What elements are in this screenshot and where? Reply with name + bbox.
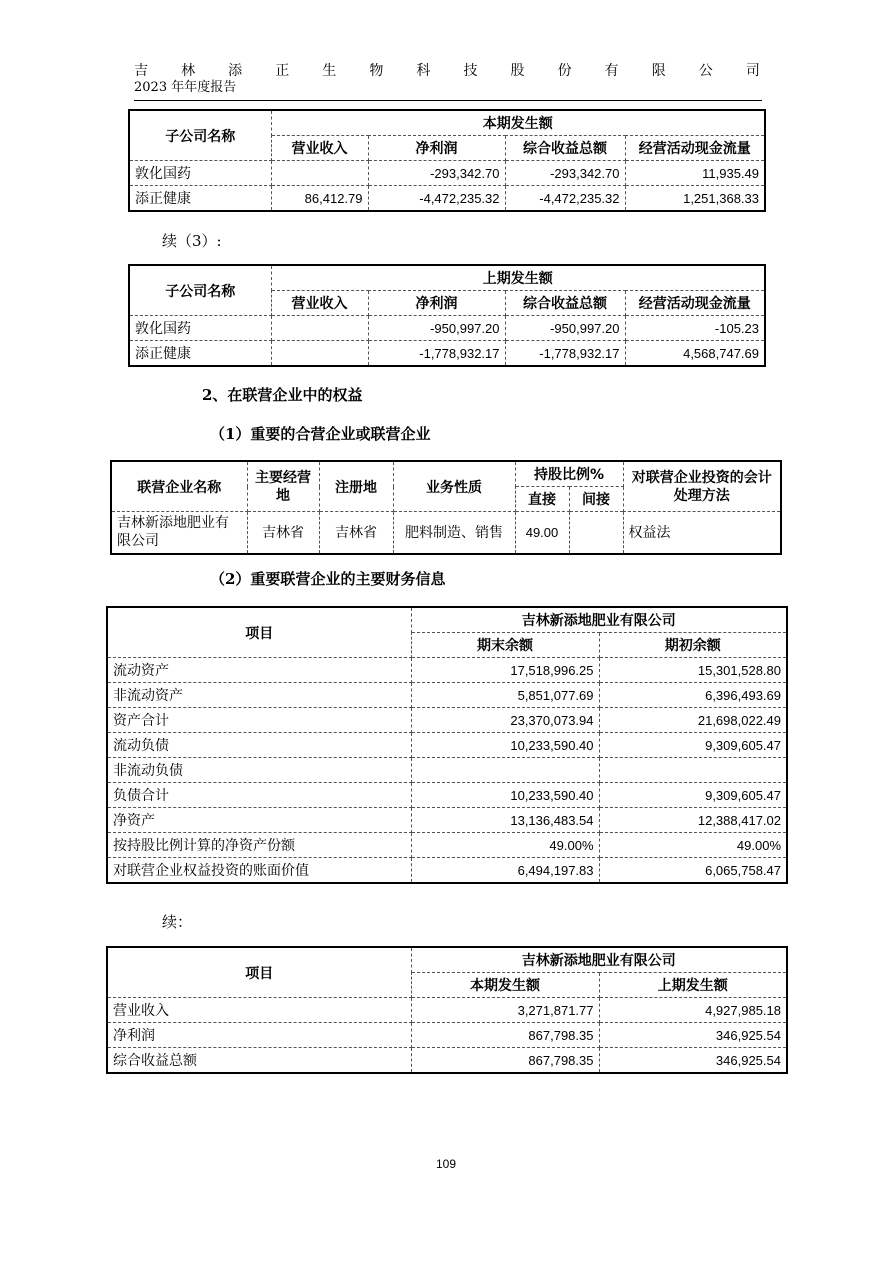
cell [271,161,368,186]
table-row [107,1048,787,1074]
col-header: 本期发生额 [411,973,599,998]
company-char: 正 [275,63,290,79]
row-label: 综合收益总额 [107,1048,411,1074]
row-label: 添正健康 [129,341,271,367]
company-char: 物 [369,63,384,79]
table-row [107,708,787,733]
col-header-group: 本期发生额 [271,110,765,136]
cell: 9,309,605.47 [599,733,787,758]
row-label: 敦化国药 [129,316,271,341]
cell [271,341,368,367]
cell: 49.00 [515,512,569,554]
cell: 6,396,493.69 [599,683,787,708]
col-header: 上期发生额 [599,973,787,998]
cell: 1,251,368.33 [625,186,765,212]
cell: 10,233,590.40 [411,783,599,808]
row-label: 营业收入 [107,998,411,1023]
cell: -1,778,932.17 [368,341,505,367]
company-char: 份 [557,63,572,79]
col-header: 营业收入 [271,136,368,161]
col-header-indirect: 间接 [569,487,623,512]
row-label: 资产合计 [107,708,411,733]
cell: 867,798.35 [411,1048,599,1074]
col-header: 期末余额 [411,633,599,658]
company-char: 有 [604,63,619,79]
col-header-direct: 直接 [515,487,569,512]
section-heading: 2、在联营企业中的权益 [202,386,363,404]
company-char: 科 [416,63,431,79]
report-year: 2023 年年度报告 [134,80,237,95]
row-label: 净利润 [107,1023,411,1048]
col-header: 经营活动现金流量 [625,291,765,316]
row-label: 负债合计 [107,783,411,808]
cell: 3,271,871.77 [411,998,599,1023]
company-char: 技 [463,63,478,79]
cell: 49.00% [599,833,787,858]
company-char: 生 [322,63,337,79]
cell: 21,698,022.49 [599,708,787,733]
row-label: 非流动负债 [107,758,411,783]
table-row [129,186,765,212]
cell: 346,925.54 [599,1048,787,1074]
col-header-company: 吉林新添地肥业有限公司 [411,607,787,633]
row-label: 非流动资产 [107,683,411,708]
table-row [107,998,787,1023]
col-header-item: 项目 [107,947,411,998]
table-row [107,733,787,758]
col-header: 净利润 [368,291,505,316]
cell: 13,136,483.54 [411,808,599,833]
table-row [107,833,787,858]
associate-income-table [106,946,788,1074]
table-row [107,1023,787,1048]
col-header-subsidiary: 子公司名称 [129,110,271,161]
table-row [107,683,787,708]
subsidiary-prior-table [128,264,766,367]
col-header-registered: 注册地 [319,461,393,512]
cell: 10,233,590.40 [411,733,599,758]
company-char: 限 [651,63,666,79]
company-char: 林 [181,63,196,79]
cell: -4,472,235.32 [505,186,625,212]
company-char: 吉 [134,63,148,79]
cell: 15,301,528.80 [599,658,787,683]
company-char: 司 [745,63,760,79]
cell: 867,798.35 [411,1023,599,1048]
row-label: 对联营企业权益投资的账面价值 [107,858,411,884]
company-char: 股 [510,63,525,79]
cell: -1,778,932.17 [505,341,625,367]
cell: 5,851,077.69 [411,683,599,708]
cell: 12,388,417.02 [599,808,787,833]
cell: 346,925.54 [599,1023,787,1048]
cell: -293,342.70 [505,161,625,186]
row-label: 净资产 [107,808,411,833]
col-header: 期初余额 [599,633,787,658]
table-row [107,808,787,833]
cell: -950,997.20 [368,316,505,341]
col-header: 营业收入 [271,291,368,316]
row-label: 流动资产 [107,658,411,683]
col-header: 综合收益总额 [505,291,625,316]
cell: 17,518,996.25 [411,658,599,683]
associate-info-table [110,460,782,555]
cell: -4,472,235.32 [368,186,505,212]
cell: -950,997.20 [505,316,625,341]
cell: -293,342.70 [368,161,505,186]
company-char: 公 [698,63,713,79]
col-header-place: 主要经营地 [247,461,319,512]
cell: 4,927,985.18 [599,998,787,1023]
table-row [129,161,765,186]
col-header-associate: 联营企业名称 [111,461,247,512]
company-name [134,62,760,80]
table-row [107,658,787,683]
row-label: 敦化国药 [129,161,271,186]
cell: 肥料制造、销售 [393,512,515,554]
col-header-item: 项目 [107,607,411,658]
cell: 4,568,747.69 [625,341,765,367]
row-label: 吉林新添地肥业有限公司 [111,512,247,554]
continued-label: 续： [162,913,193,931]
col-header: 综合收益总额 [505,136,625,161]
row-label: 流动负债 [107,733,411,758]
cell: 吉林省 [247,512,319,554]
row-label: 按持股比例计算的净资产份额 [107,833,411,858]
cell: 9,309,605.47 [599,783,787,808]
company-char: 添 [228,63,243,79]
col-header: 经营活动现金流量 [625,136,765,161]
col-header-method: 对联营企业投资的会计处理方法 [623,461,781,512]
associate-financial-table [106,606,788,884]
cell: 23,370,073.94 [411,708,599,733]
cell [271,316,368,341]
cell: 6,494,197.83 [411,858,599,884]
cell: 权益法 [623,512,781,554]
col-header-subsidiary: 子公司名称 [129,265,271,316]
cell [599,758,787,783]
cell: 6,065,758.47 [599,858,787,884]
subsidiary-current-table [128,109,766,212]
cell [569,512,623,554]
cell [411,758,599,783]
cell: 吉林省 [319,512,393,554]
subsection-heading: （1）重要的合营企业或联营企业 [210,425,431,443]
continued-3-label: 续（3）: [162,232,222,250]
col-header-nature: 业务性质 [393,461,515,512]
table-row [129,316,765,341]
cell: 49.00% [411,833,599,858]
col-header-group: 上期发生额 [271,265,765,291]
cell: -105.23 [625,316,765,341]
page-number: 109 [435,1157,457,1171]
table-row [107,783,787,808]
table-row [107,858,787,884]
cell: 86,412.79 [271,186,368,212]
table-row [107,758,787,783]
cell: 11,935.49 [625,161,765,186]
col-header: 净利润 [368,136,505,161]
table-row [111,512,781,554]
header-divider [134,100,762,101]
col-header-company: 吉林新添地肥业有限公司 [411,947,787,973]
row-label: 添正健康 [129,186,271,212]
col-header-ratio: 持股比例% [515,461,623,487]
page-header [134,62,760,96]
subsection-heading: （2）重要联营企业的主要财务信息 [210,570,446,588]
table-row [129,341,765,367]
